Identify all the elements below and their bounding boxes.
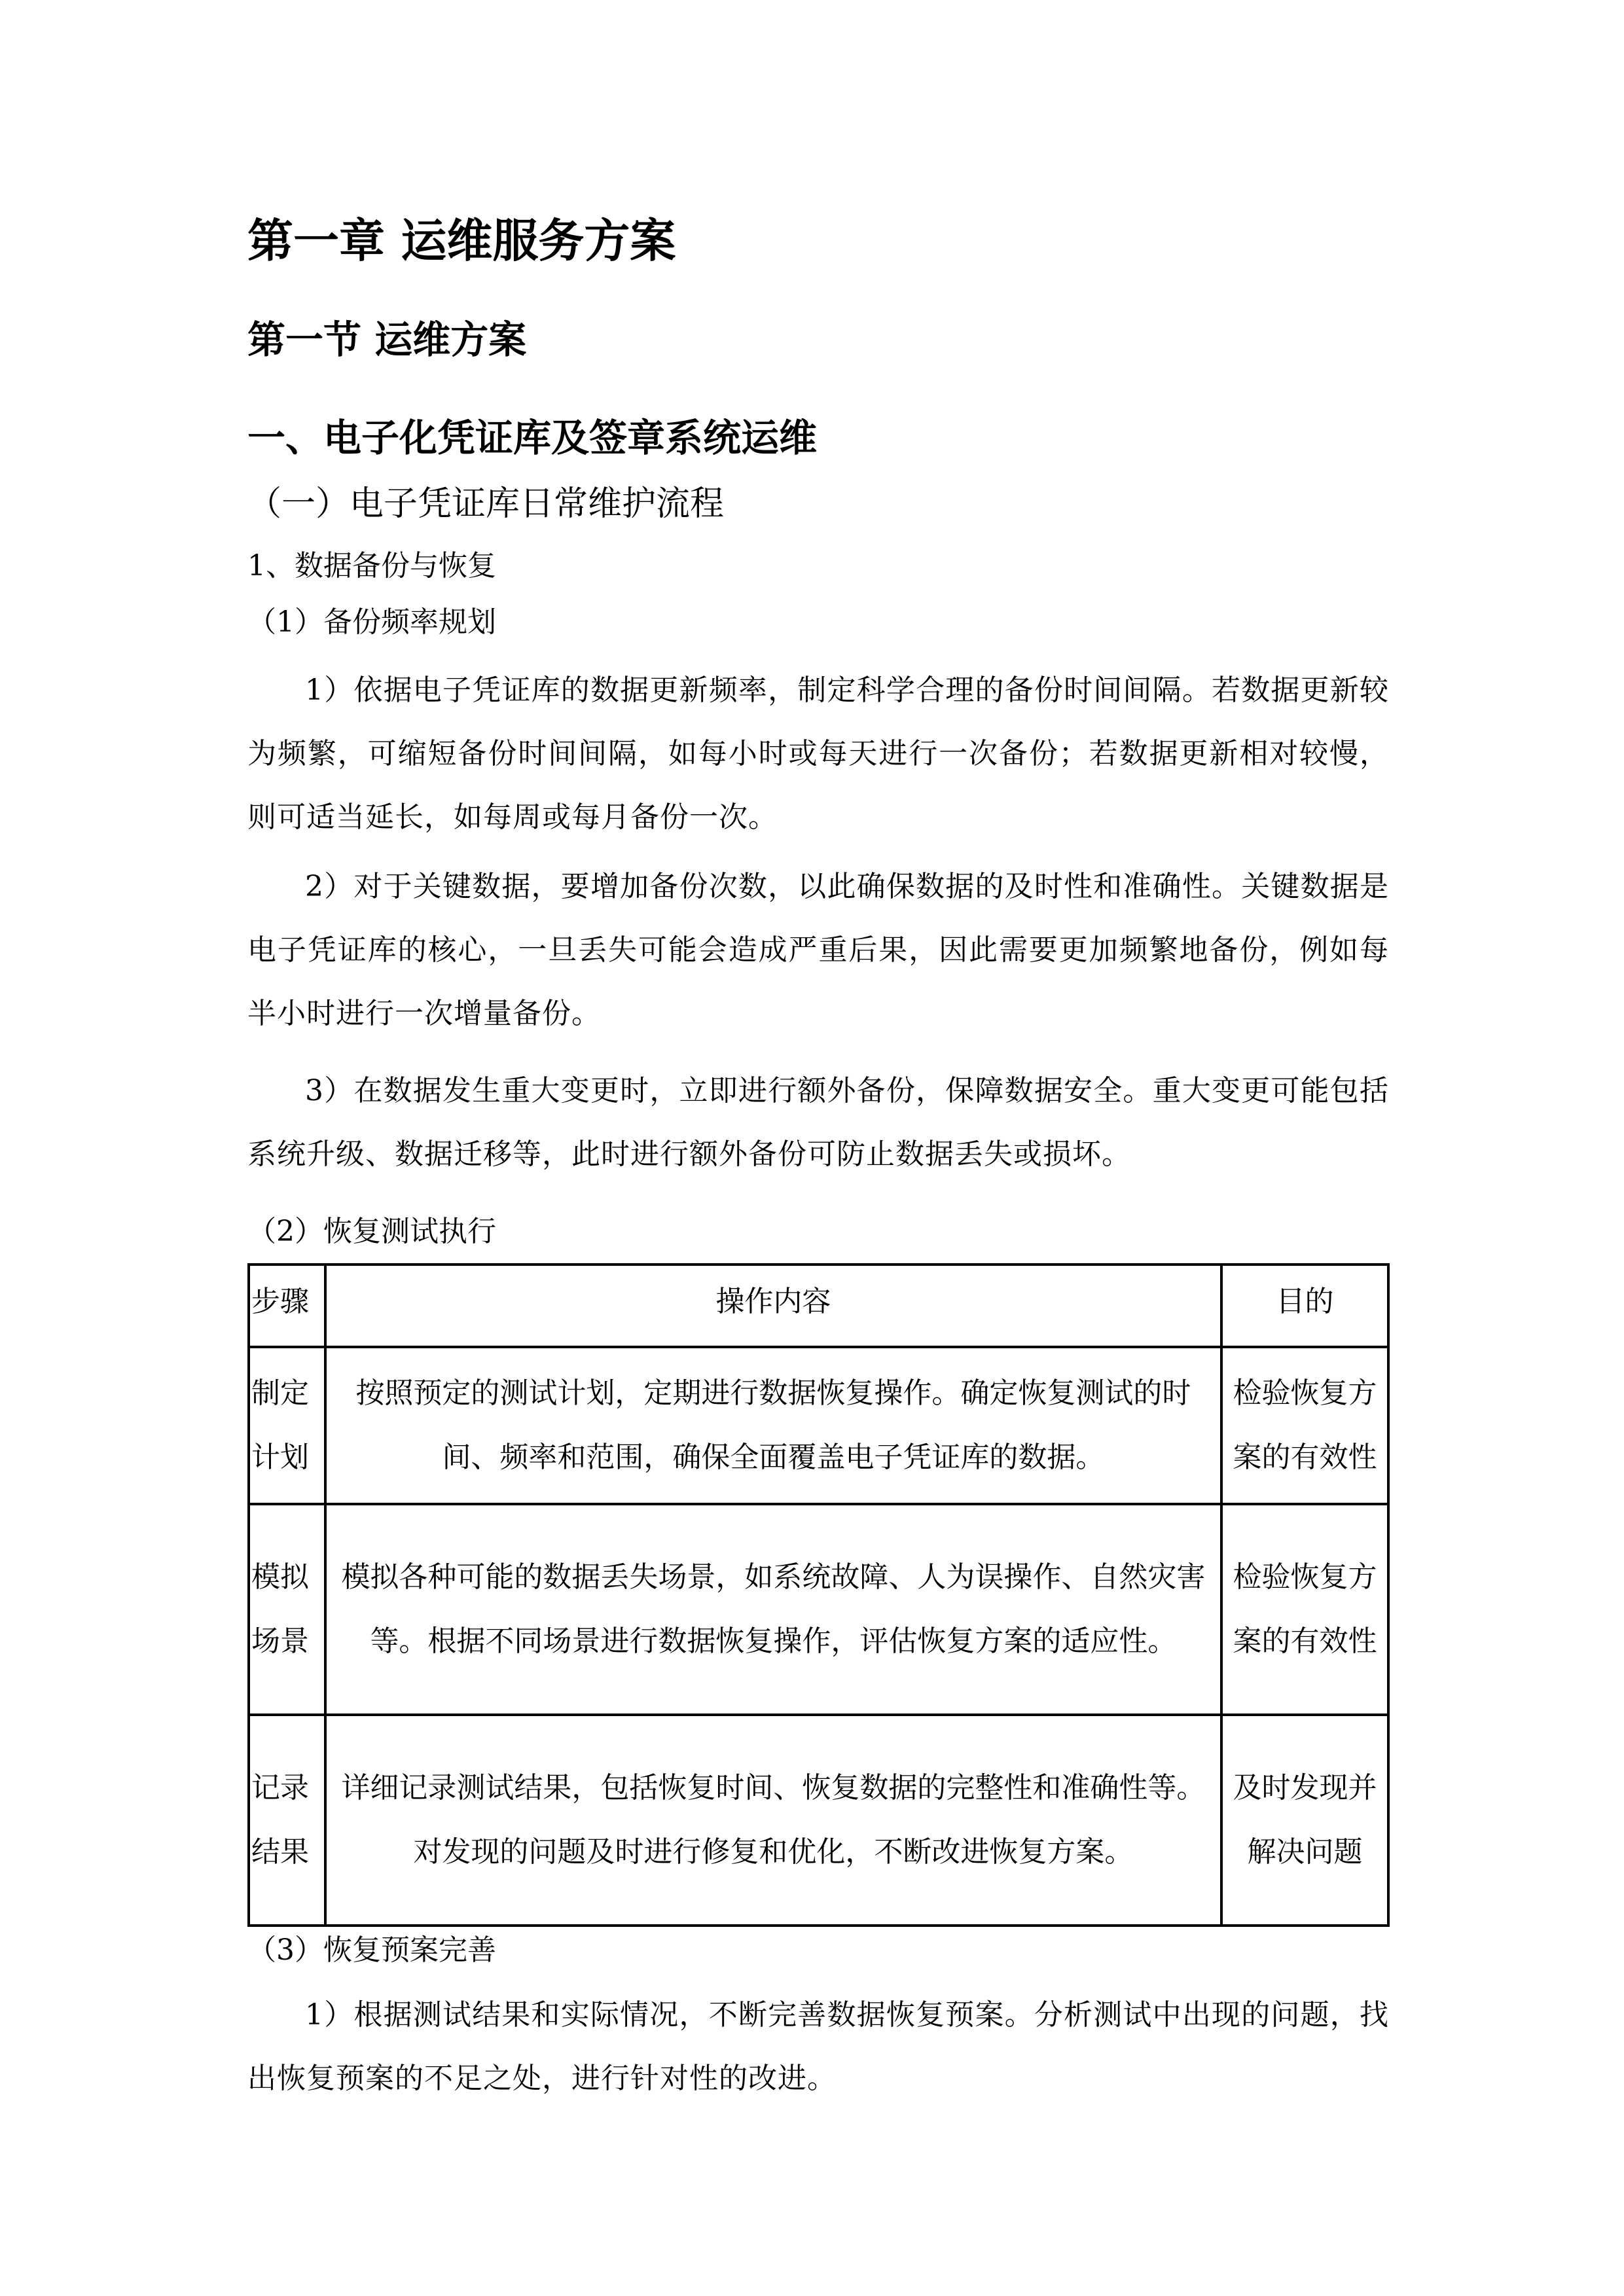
table-row xyxy=(249,1504,1388,1715)
table-row xyxy=(249,1715,1388,1926)
cell-content: 按照预定的测试计划，定期进行数据恢复操作。确定恢复测试的时间、频率和范围，确保全面覆盖电子凭证库的数据。 xyxy=(325,1347,1221,1504)
table-header-row xyxy=(249,1265,1388,1347)
paragraph-backup-frequency: 1）依据电子凭证库的数据更新频率，制定科学合理的备份时间间隔。若数据更新较为频繁，可缩短备份时间间隔，如每小时或每天进行一次备份；若数据更新相对较慢，则可适当延长，如每周或每月备份一次。 xyxy=(247,673,1389,834)
subsection-title: 一、电子化凭证库及签章系统运维 xyxy=(247,416,818,460)
part3-title: （3）恢复预案完善 xyxy=(247,1933,496,1967)
cell-step: 模拟场景 xyxy=(249,1504,325,1715)
cell-step: 制定计划 xyxy=(249,1347,325,1504)
paragraph-key-data: 2）对于关键数据，要增加备份次数，以此确保数据的及时性和准确性。关键数据是电子凭证库的核心，一旦丢失可能会造成严重后果，因此需要更加频繁地备份，例如每半小时进行一次增量备份。 xyxy=(247,870,1389,1030)
table-row xyxy=(249,1347,1388,1504)
header-purpose: 目的 xyxy=(1221,1265,1388,1347)
cell-content: 模拟各种可能的数据丢失场景，如系统故障、人为误操作、自然灾害等。根据不同场景进行数据恢复操作，评估恢复方案的适应性。 xyxy=(325,1504,1221,1715)
cell-purpose: 及时发现并解决问题 xyxy=(1221,1715,1388,1926)
header-content: 操作内容 xyxy=(325,1265,1221,1347)
part2-title: （2）恢复测试执行 xyxy=(247,1215,496,1248)
cell-content: 详细记录测试结果，包括恢复时间、恢复数据的完整性和准确性等。对发现的问题及时进行修复和优化，不断改进恢复方案。 xyxy=(325,1715,1221,1926)
part1-title: （1）备份频率规划 xyxy=(247,605,496,639)
recovery-test-table xyxy=(247,1263,1390,1927)
cell-purpose: 检验恢复方案的有效性 xyxy=(1221,1347,1388,1504)
item-title: 1、数据备份与恢复 xyxy=(247,549,496,583)
subsubsection-title: （一）电子凭证库日常维护流程 xyxy=(247,484,725,524)
section-title: 第一节 运维方案 xyxy=(247,317,527,362)
header-step: 步骤 xyxy=(249,1265,325,1347)
cell-purpose: 检验恢复方案的有效性 xyxy=(1221,1504,1388,1715)
paragraph-plan-improvement: 1）根据测试结果和实际情况，不断完善数据恢复预案。分析测试中出现的问题，找出恢复预案的不足之处，进行针对性的改进。 xyxy=(247,1998,1389,2095)
paragraph-major-change: 3）在数据发生重大变更时，立即进行额外备份，保障数据安全。重大变更可能包括系统升级、数据迁移等，此时进行额外备份可防止数据丢失或损坏。 xyxy=(247,1074,1389,1171)
chapter-title: 第一章 运维服务方案 xyxy=(247,214,676,268)
cell-step: 记录结果 xyxy=(249,1715,325,1926)
